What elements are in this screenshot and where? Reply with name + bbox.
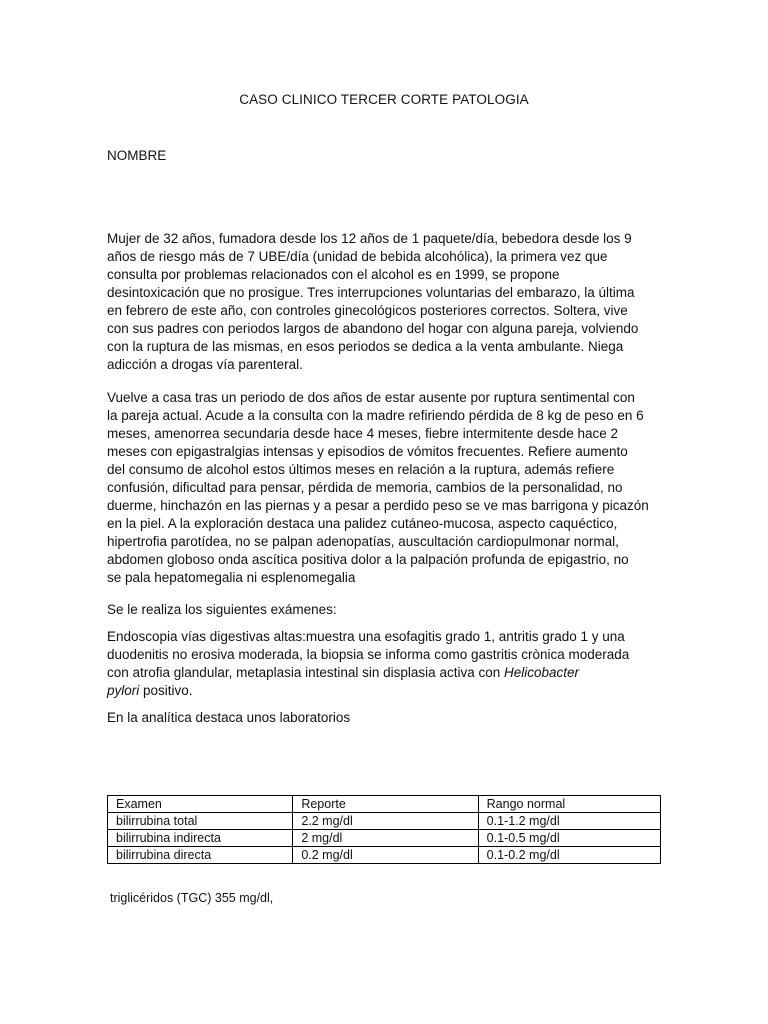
exams-intro-paragraph xyxy=(107,601,667,619)
text-line: con la ruptura de las mismas, en esos periodos se dedica a la venta ambulante. Niega xyxy=(107,339,624,354)
text-line: confusión, dificultad para pensar, pérdida de memoria, cambios de la personalidad, no xyxy=(107,480,623,495)
table-row xyxy=(108,813,661,830)
document-title: CASO CLINICO TERCER CORTE PATOLOGIA xyxy=(239,92,529,107)
case-history-paragraph xyxy=(107,230,667,374)
table-cell: 2 mg/dl xyxy=(293,830,478,847)
table-cell: 0.1-0.5 mg/dl xyxy=(478,830,660,847)
lab-intro-paragraph xyxy=(107,709,667,727)
text-line: en febrero de este año, con controles ginecológicos posteriores correctos. Soltera, vive xyxy=(107,303,628,318)
text-line: En la analítica destaca unos laboratorios xyxy=(107,710,351,725)
text-line: la pareja actual. Acude a la consulta con la madre refiriendo pérdida de 8 kg de peso en 6 xyxy=(107,408,644,423)
triglycerides-line: triglicéridos (TGC) 355 mg/dl, xyxy=(110,891,274,905)
table-cell: 0.1-0.2 mg/dl xyxy=(478,847,660,864)
table-header-row xyxy=(108,796,661,813)
table-header-cell: Rango normal xyxy=(478,796,660,813)
table-cell: bilirrubina directa xyxy=(108,847,293,864)
table-cell: 0.1-1.2 mg/dl xyxy=(478,813,660,830)
text-line: del consumo de alcohol estos últimos meses en relación a la ruptura, además refiere xyxy=(107,462,615,477)
table-cell: bilirrubina total xyxy=(108,813,293,830)
text-line: en la piel. A la exploración destaca una palidez cutáneo-mucosa, aspecto caquéctico, xyxy=(107,516,618,531)
table-header-cell: Reporte xyxy=(293,796,478,813)
italic-term: Helicobacter xyxy=(503,665,580,680)
table-cell: 0.2 mg/dl xyxy=(293,847,478,864)
table-row xyxy=(108,830,661,847)
lab-results-table xyxy=(107,795,661,864)
text-segment: positivo. xyxy=(139,683,193,698)
text-line: Se le realiza los siguientes exámenes: xyxy=(107,602,337,617)
text-line: duerme, hinchazón en las piernas y a pesar a perdido peso se ve mas barrigona y picazón xyxy=(107,498,649,513)
endoscopy-paragraph xyxy=(107,628,667,700)
text-line: duodenitis no erosiva moderada, la biopsia se informa como gastritis crònica moderada xyxy=(107,647,630,662)
text-line: hipertrofia parotídea, no se palpan adenopatías, auscultación cardiopulmonar normal, xyxy=(107,534,619,549)
table-cell: bilirrubina indirecta xyxy=(108,830,293,847)
text-line: consulta por problemas relacionados con el alcohol es en 1999, se propone xyxy=(107,267,560,282)
text-line: adicción a drogas vía parenteral. xyxy=(107,357,303,372)
table-header-cell: Examen xyxy=(108,796,293,813)
table-row xyxy=(108,847,661,864)
text-line: desintoxicación que no prosigue. Tres interrupciones voluntarias del embarazo, la última xyxy=(107,285,635,300)
text-line: Endoscopia vías digestivas altas:muestra una esofagitis grado 1, antritis grado 1 y una xyxy=(107,629,625,644)
text-line: meses con epigastralgias intensas y episodios de vómitos frecuentes. Refiere aumento xyxy=(107,444,628,459)
nombre-label: NOMBRE xyxy=(107,148,167,163)
text-line: se pala hepatomegalia ni esplenomegalia xyxy=(107,570,356,585)
text-line: con sus padres con periodos largos de abandono del hogar con alguna pareja, volviendo xyxy=(107,321,639,336)
text-line: Vuelve a casa tras un periodo de dos años de estar ausente por ruptura sentimental con xyxy=(107,390,635,405)
text-line: Mujer de 32 años, fumadora desde los 12 años de 1 paquete/día, bebedora desde los 9 xyxy=(107,231,632,246)
text-line: meses, amenorrea secundaria desde hace 4 meses, fiebre intermitente desde hace 2 xyxy=(107,426,619,441)
italic-term: pylori xyxy=(107,683,140,698)
text-line xyxy=(107,664,667,682)
text-segment: con atrofia glandular, metaplasia intestinal sin displasia activa con xyxy=(107,665,504,680)
table-cell: 2.2 mg/dl xyxy=(293,813,478,830)
text-line: abdomen globoso onda ascítica positiva dolor a la palpación profunda de epigastrio, no xyxy=(107,552,629,567)
current-illness-paragraph xyxy=(107,389,667,587)
text-line: años de riesgo más de 7 UBE/día (unidad de bebida alcohólica), la primera vez que xyxy=(107,249,608,264)
text-line xyxy=(107,682,667,700)
